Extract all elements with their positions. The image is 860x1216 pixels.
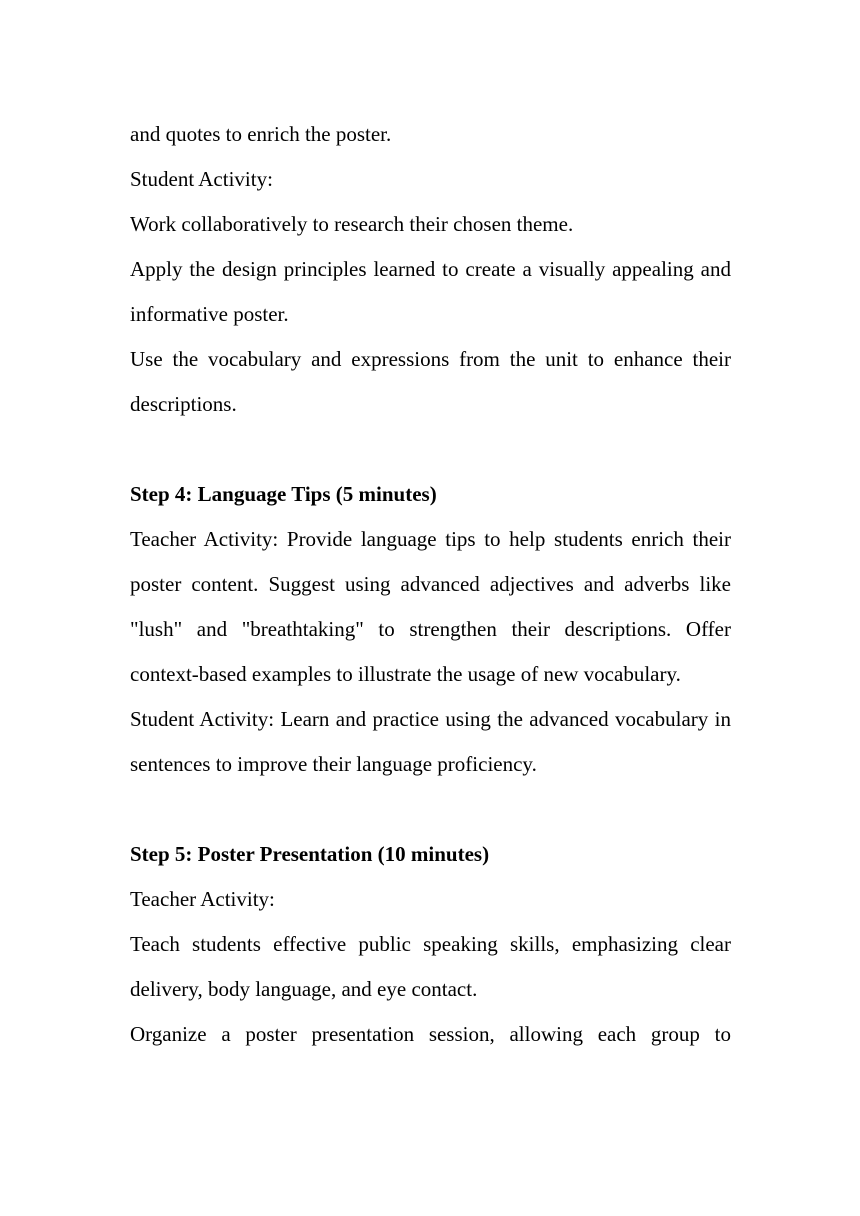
- step5-teacher-activity-label: Teacher Activity:: [130, 887, 275, 911]
- step3-student-activity-label: Student Activity:: [130, 167, 273, 191]
- paragraph-gap: [130, 427, 731, 472]
- step5-teacher-item-2: Organize a poster presentation session, allowing each group to: [130, 1022, 731, 1046]
- paragraph-gap: [130, 787, 731, 832]
- step4-student-activity: Student Activity: Learn and practice using the advanced vocabulary in sentences to improve their language proficiency.: [130, 707, 731, 776]
- step3-student-item-3: Use the vocabulary and expressions from the unit to enhance their descriptions.: [130, 347, 731, 416]
- step4-heading: Step 4: Language Tips (5 minutes): [130, 482, 437, 506]
- step5-heading: Step 5: Poster Presentation (10 minutes): [130, 842, 490, 866]
- step4-teacher-activity: Teacher Activity: Provide language tips to help students enrich their poster content. Suggest using advanced adjectives and adverbs like "lush" and "breathtaking" to strengthen their descriptions. Offer context-based examples to illustrate the usage of new vocabulary.: [130, 527, 731, 686]
- step3-student-item-2: Apply the design principles learned to create a visually appealing and informative poster.: [130, 257, 731, 326]
- document-body: [130, 112, 731, 1057]
- step5-teacher-item-1: Teach students effective public speaking skills, emphasizing clear delivery, body language, and eye contact.: [130, 932, 731, 1001]
- continuation-line: and quotes to enrich the poster.: [130, 122, 392, 146]
- step3-student-item-1: Work collaboratively to research their chosen theme.: [130, 212, 574, 236]
